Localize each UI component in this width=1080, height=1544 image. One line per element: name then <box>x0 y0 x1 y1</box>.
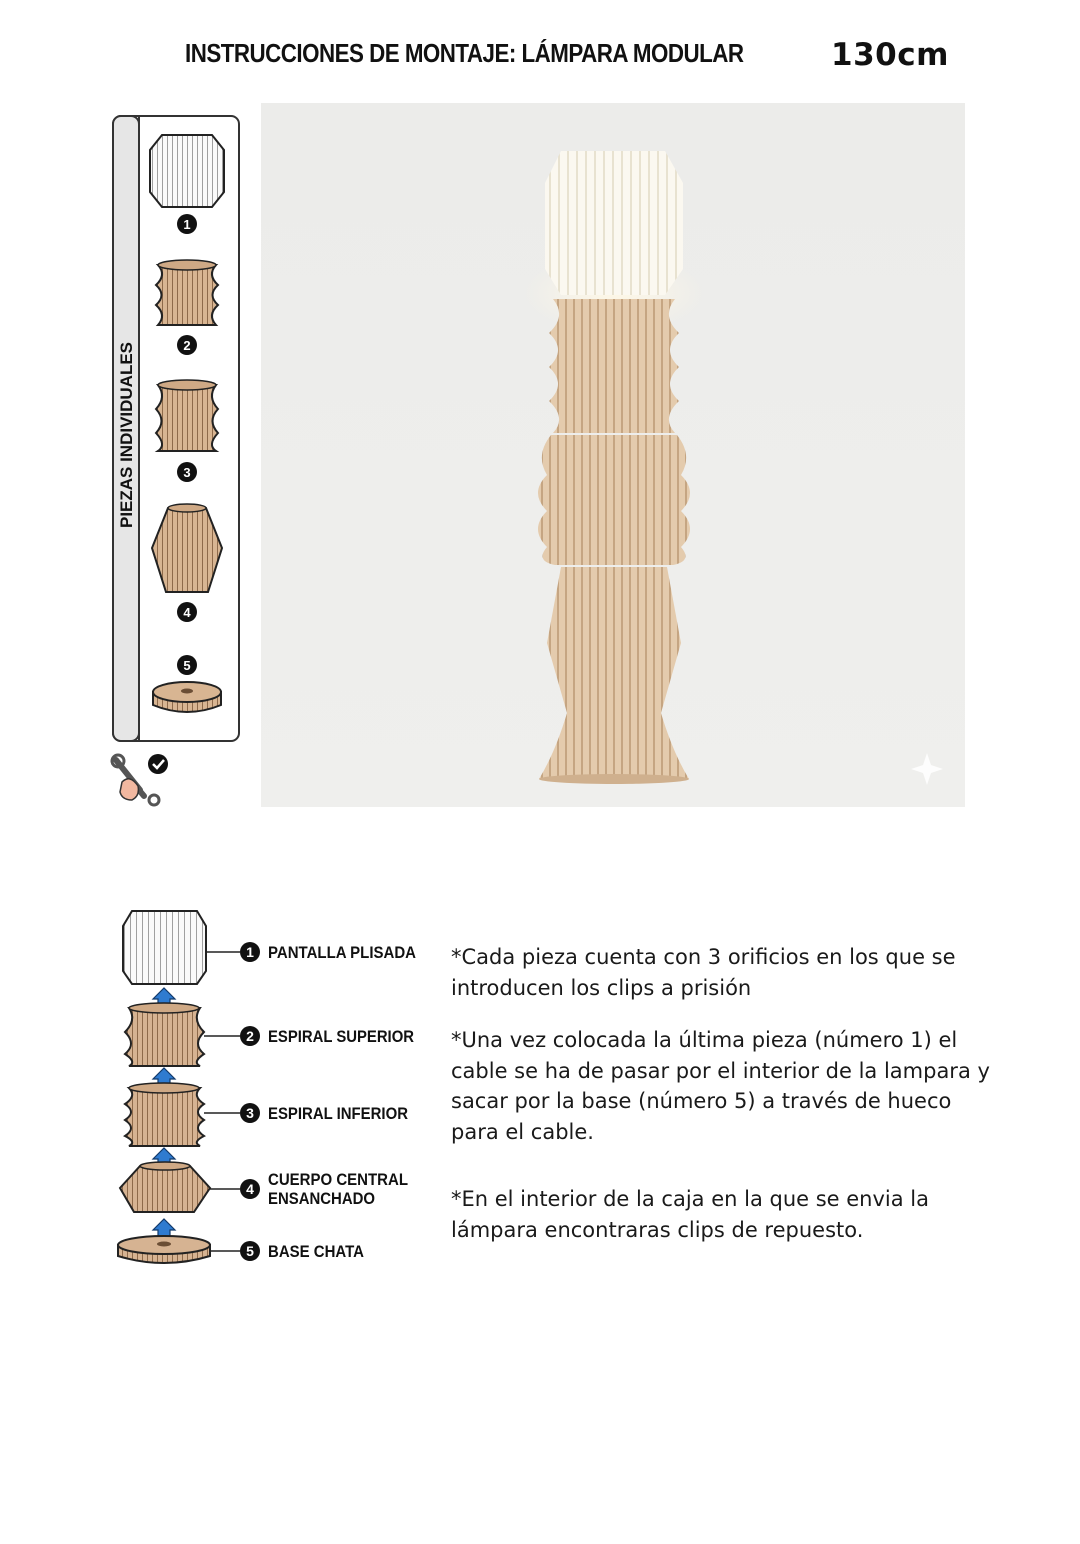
piece-2-spiral <box>156 260 218 325</box>
piece-number-2: 2 <box>183 338 191 353</box>
assembly-step-5-label: BASE CHATA <box>268 1242 364 1261</box>
piece-1-shade <box>150 135 224 207</box>
note-clips: *Cada pieza cuenta con 3 orificios en los que se introducen los clips a prisión <box>451 945 956 1000</box>
piece-number-3: 3 <box>183 465 191 480</box>
assembly-piece-3 <box>125 1083 204 1146</box>
assembly-piece-4 <box>120 1162 210 1212</box>
pieces-panel-label: PIEZAS INDIVIDUALES <box>117 341 136 528</box>
assembly-piece-1 <box>123 911 206 984</box>
assembly-step-4 <box>240 1170 408 1208</box>
assembly-step-4-label-line1: CUERPO CENTRAL <box>268 1170 408 1189</box>
assembly-diagram <box>112 896 452 1276</box>
assembly-step-4-number: 4 <box>246 1181 254 1197</box>
assembly-step-3-label: ESPIRAL INFERIOR <box>268 1104 408 1123</box>
piece-3-spiral <box>156 380 218 451</box>
assembly-piece-5 <box>118 1236 210 1263</box>
assembly-step-4-label-line2: ENSANCHADO <box>268 1189 375 1208</box>
note-cable: *Una vez colocada la última pieza (número 1) el cable se ha de pasar por el interior de la lampara y sacar por la base (número 5) a través de hueco para el cable. <box>451 1028 990 1144</box>
piece-number-1: 1 <box>183 217 191 232</box>
assembly-piece-2 <box>125 1003 204 1066</box>
assembly-step-5-number: 5 <box>246 1243 254 1259</box>
assembly-step-3 <box>240 1103 408 1123</box>
assembly-step-1-number: 1 <box>246 944 254 960</box>
assembly-step-2 <box>240 1026 414 1046</box>
assembly-step-5 <box>240 1241 364 1261</box>
piece-number-5: 5 <box>183 658 191 673</box>
page-title <box>185 37 949 73</box>
note-spare-clips: *En el interior de la caja en la que se envia la lámpara encontraras clips de repuesto. <box>451 1187 929 1242</box>
assembly-step-1 <box>240 942 416 962</box>
assembly-step-2-number: 2 <box>246 1028 254 1044</box>
wrench-hand-check-icon <box>110 752 170 810</box>
assembly-step-3-number: 3 <box>246 1105 254 1121</box>
title-text: INSTRUCCIONES DE MONTAJE: LÁMPARA MODULAR <box>185 38 744 68</box>
title-size: 130cm <box>831 37 949 73</box>
piece-5-base <box>153 682 221 712</box>
pieces-panel <box>112 115 240 742</box>
assembly-step-1-label: PANTALLA PLISADA <box>268 943 416 962</box>
lamp-photo <box>261 103 965 807</box>
assembly-notes <box>451 942 991 1245</box>
piece-number-4: 4 <box>183 605 191 620</box>
assembly-step-2-label: ESPIRAL SUPERIOR <box>268 1027 414 1046</box>
